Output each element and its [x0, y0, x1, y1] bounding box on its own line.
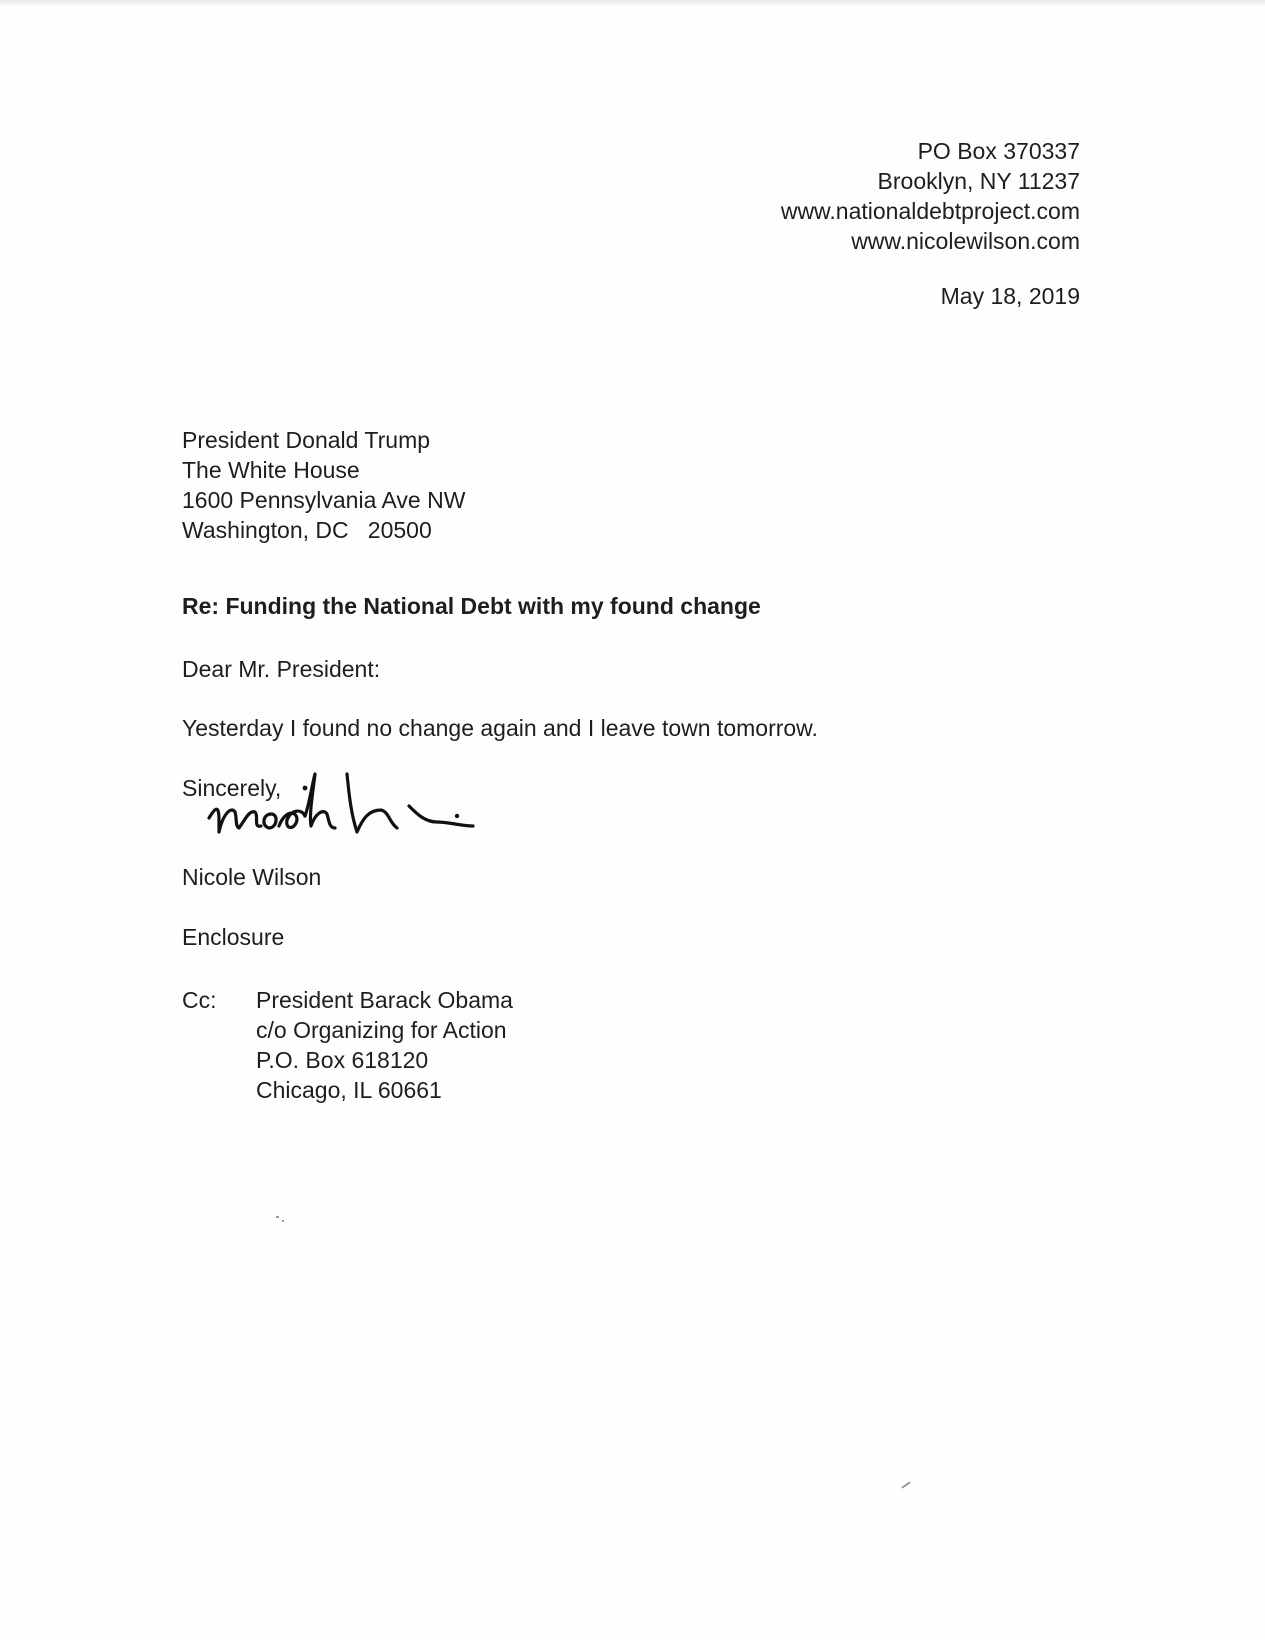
enclosure-notice: Enclosure [182, 924, 285, 950]
scan-speck [901, 1481, 910, 1488]
signer-name: Nicole Wilson [182, 864, 322, 890]
letter-body: Yesterday I found no change again and I leave town tomorrow. [182, 715, 818, 741]
cc-po-box: P.O. Box 618120 [256, 1047, 429, 1073]
signature-icon [205, 770, 495, 850]
cc-city: Chicago, IL 60661 [256, 1077, 442, 1103]
scan-edge [0, 0, 1265, 6]
cc-name: President Barack Obama [256, 987, 513, 1013]
sender-website-project: www.nationaldebtproject.com [780, 198, 1080, 224]
subject-line: Re: Funding the National Debt with my found change [182, 593, 761, 619]
cc-organization: c/o Organizing for Action [256, 1017, 507, 1043]
cc-address [256, 985, 513, 1105]
scan-speck [276, 1216, 279, 1218]
recipient-organization: The White House [182, 457, 360, 483]
recipient-city: Washington, DC 20500 [182, 517, 432, 543]
sender-city: Brooklyn, NY 11237 [877, 168, 1080, 194]
recipient-street: 1600 Pennsylvania Ave NW [182, 487, 466, 513]
sender-address [781, 136, 1080, 256]
letter-date: May 18, 2019 [940, 283, 1080, 309]
closing: Sincerely, [182, 775, 282, 801]
cc-label: Cc: [182, 987, 217, 1013]
recipient-address [182, 425, 465, 545]
sender-website-personal: www.nicolewilson.com [851, 228, 1080, 254]
recipient-name: President Donald Trump [182, 427, 431, 453]
salutation: Dear Mr. President: [182, 656, 381, 682]
sender-po-box: PO Box 370337 [917, 138, 1080, 164]
scan-speck [282, 1220, 284, 1222]
